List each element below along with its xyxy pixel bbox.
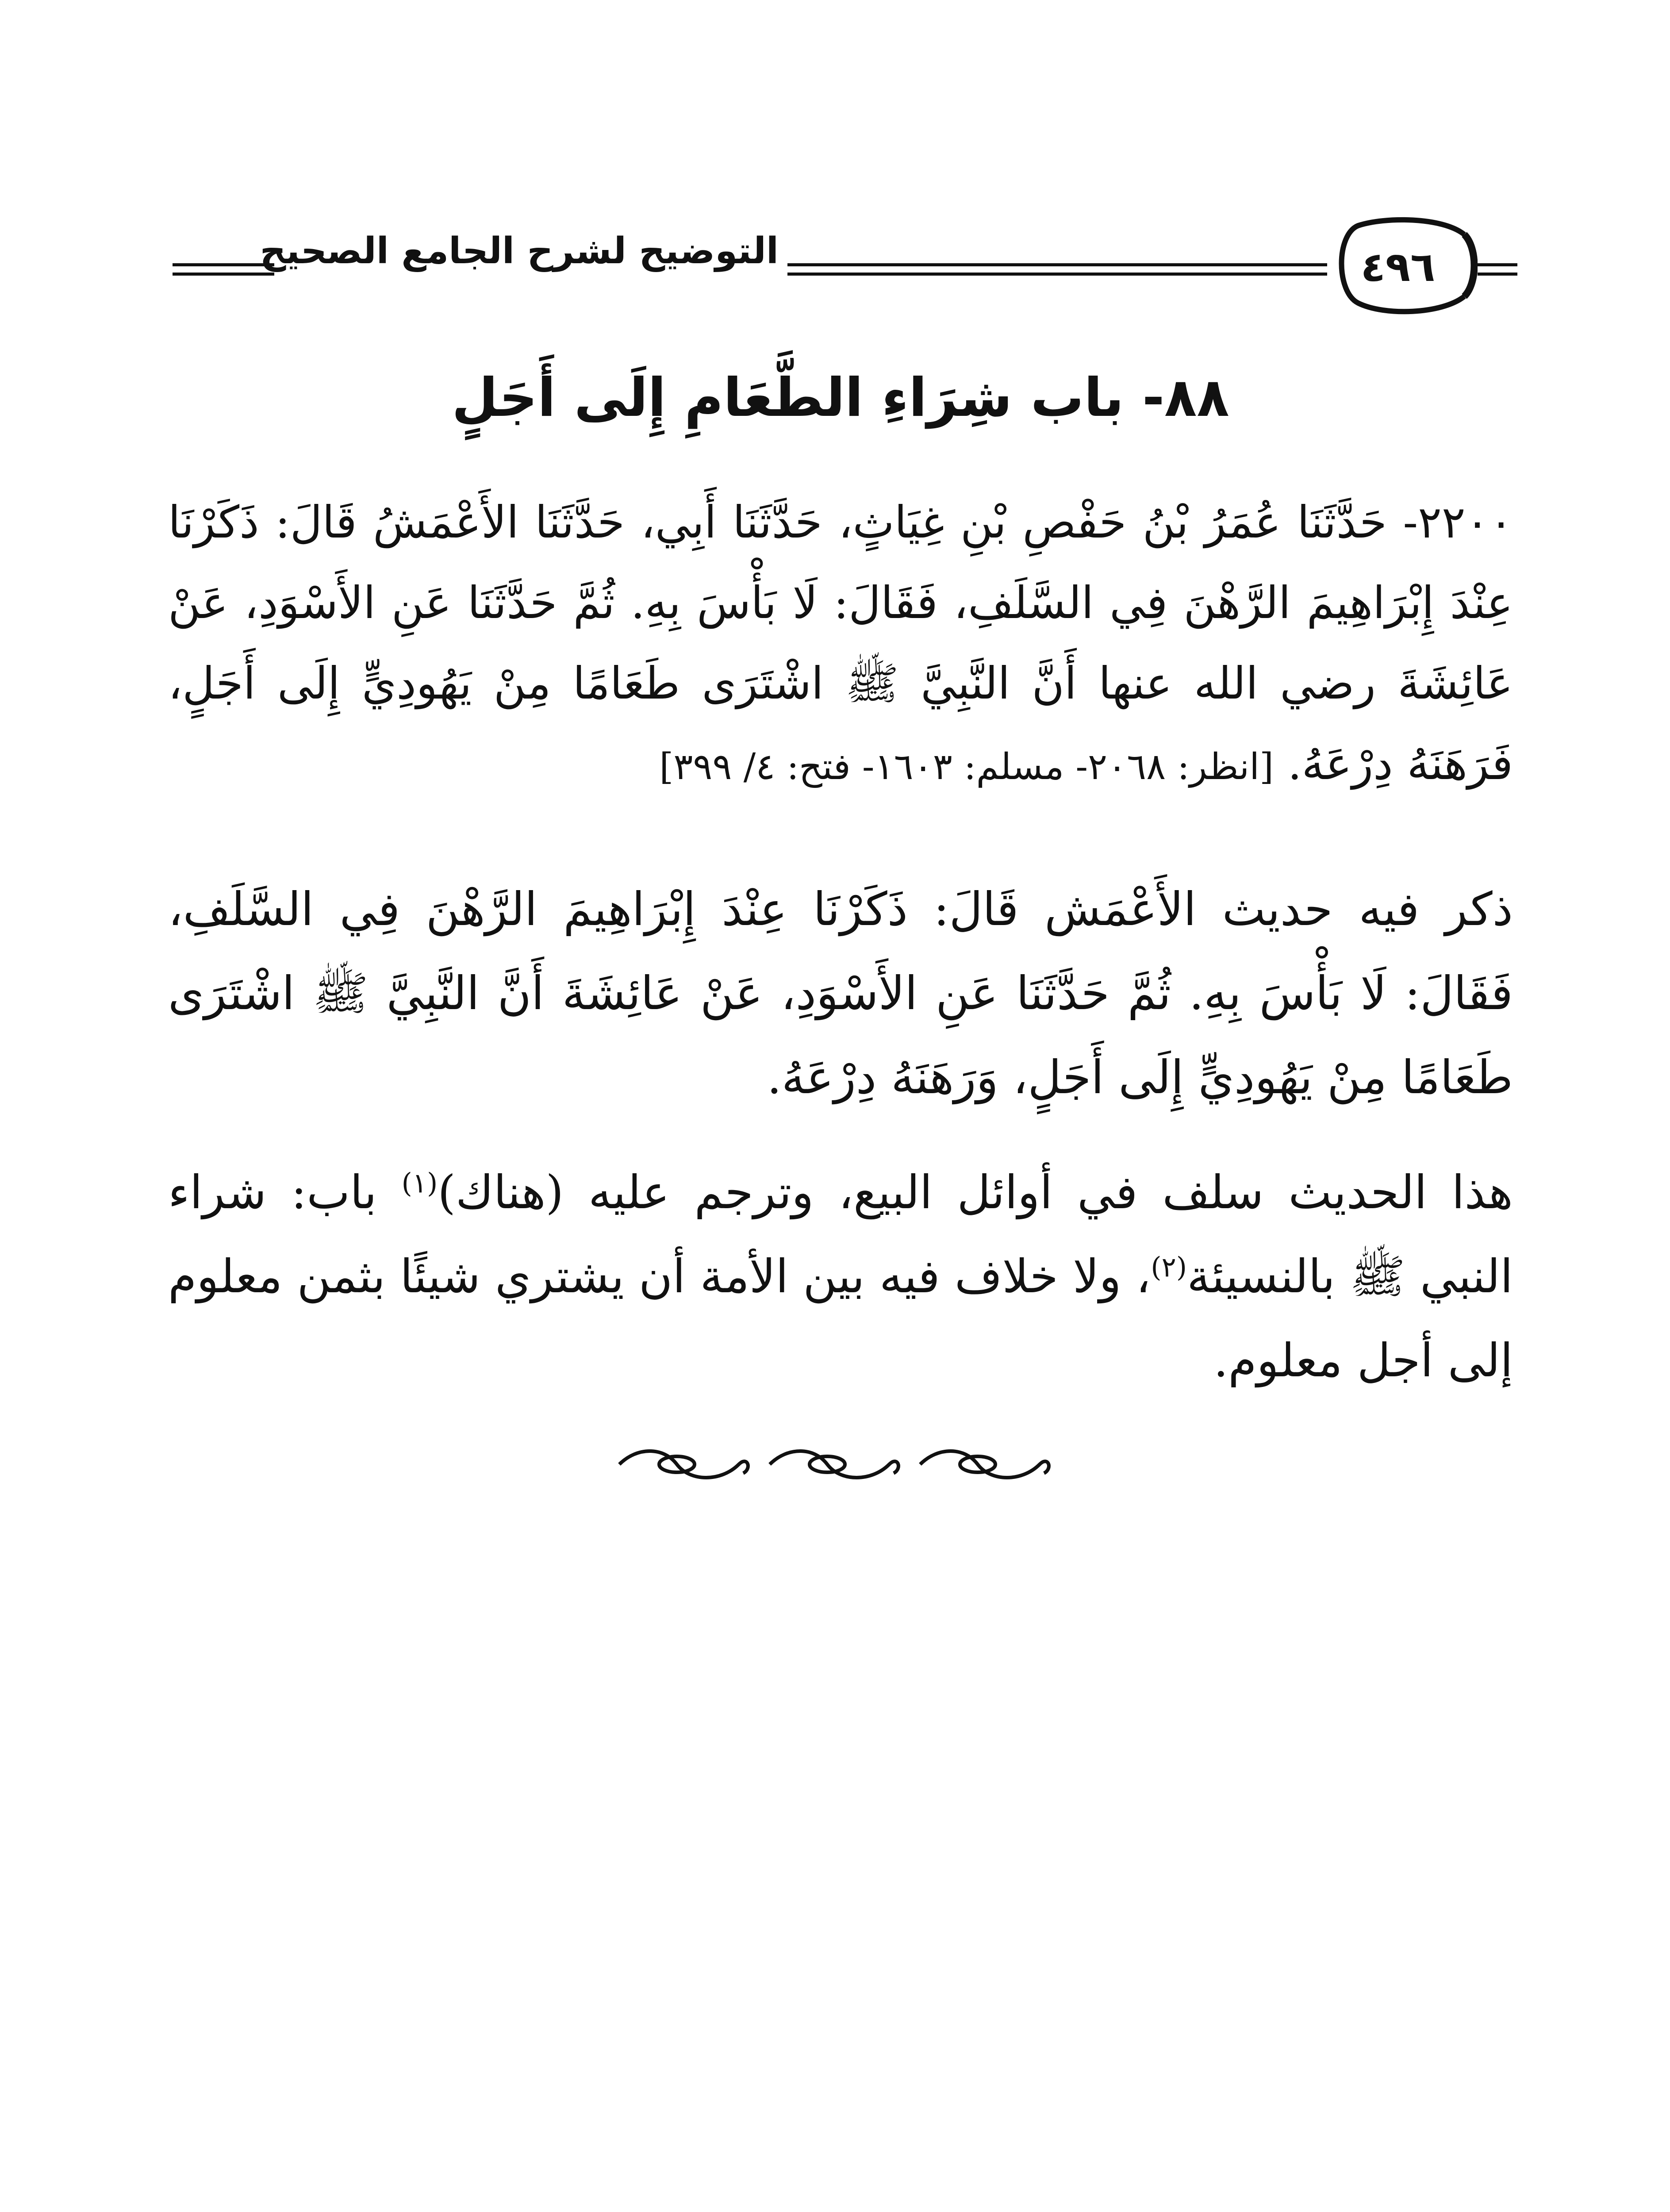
commentary-text: ، ولا خلاف فيه بين الأمة أن يشتري شيئًا بثمن معلوم إلى أجل معلوم. <box>168 1249 1513 1387</box>
page-number: ٤٩٦ <box>1360 243 1436 291</box>
hadith-text: ٢٢٠٠- حَدَّثَنَا عُمَرُ بْنُ حَفْصِ بْنِ غِيَاثٍ، حَدَّثَنَا أَبِي، حَدَّثَنَا الأَعْمَشُ قَالَ: ذَكَرْنَا عِنْدَ إِبْرَاهِيمَ الرَّهْنَ فِي السَّلَفِ، فَقَالَ: لَا بَأْسَ بِهِ. ثُمَّ حَدَّثَنَا عَنِ الأَسْوَدِ، عَنْ عَائِشَةَ رضي الله عنها أَنَّ النَّبِيَّ ﷺ اشْتَرَى طَعَامًا مِنْ يَهُودِيٍّ إِلَى أَجَلٍ، فَرَهَنَهُ دِرْعَهُ. <box>168 496 1513 790</box>
header-rule-right <box>1478 263 1517 276</box>
hadith-text-block <box>168 482 1513 807</box>
commentary-text: هذا الحديث سلف في أوائل البيع، وترجم عليه (هناك) <box>438 1165 1513 1219</box>
commentary-paragraph-2 <box>168 1150 1513 1402</box>
footnote-marker: (٢) <box>1151 1251 1187 1283</box>
running-header <box>168 208 1513 332</box>
commentary-text: باب: شراء النبي ﷺ بالنسيئة <box>168 1165 1513 1303</box>
page-number-badge <box>1332 208 1478 332</box>
section-divider-ornament-icon <box>610 1442 1062 1486</box>
footnote-marker: (١) <box>401 1167 438 1199</box>
chapter-heading: ٨٨- باب شِرَاءِ الطَّعَامِ إِلَى أَجَلٍ <box>452 367 1229 429</box>
header-rule-middle <box>787 263 1327 276</box>
header-rule-left <box>173 263 274 276</box>
hadith-reference: [انظر: ٢٠٦٨- مسلم: ١٦٠٣- فتح: ٤/ ٣٩٩] <box>659 746 1274 788</box>
book-title: التوضيح لشرح الجامع الصحيح <box>260 230 779 272</box>
commentary-paragraph-1: ذكر فيه حديث الأَعْمَش قَالَ: ذَكَرْنَا عِنْدَ إِبْرَاهِيمَ الرَّهْنَ فِي السَّلَفِ، فَقَالَ: لَا بَأْسَ بِهِ. ثُمَّ حَدَّثَنَا عَنِ الأَسْوَدِ، عَنْ عَائِشَةَ أَنَّ النَّبِيَّ ﷺ اشْتَرَى طَعَامًا مِنْ يَهُودِيٍّ إِلَى أَجَلٍ، وَرَهَنَهُ دِرْعَهُ. <box>168 882 1513 1104</box>
